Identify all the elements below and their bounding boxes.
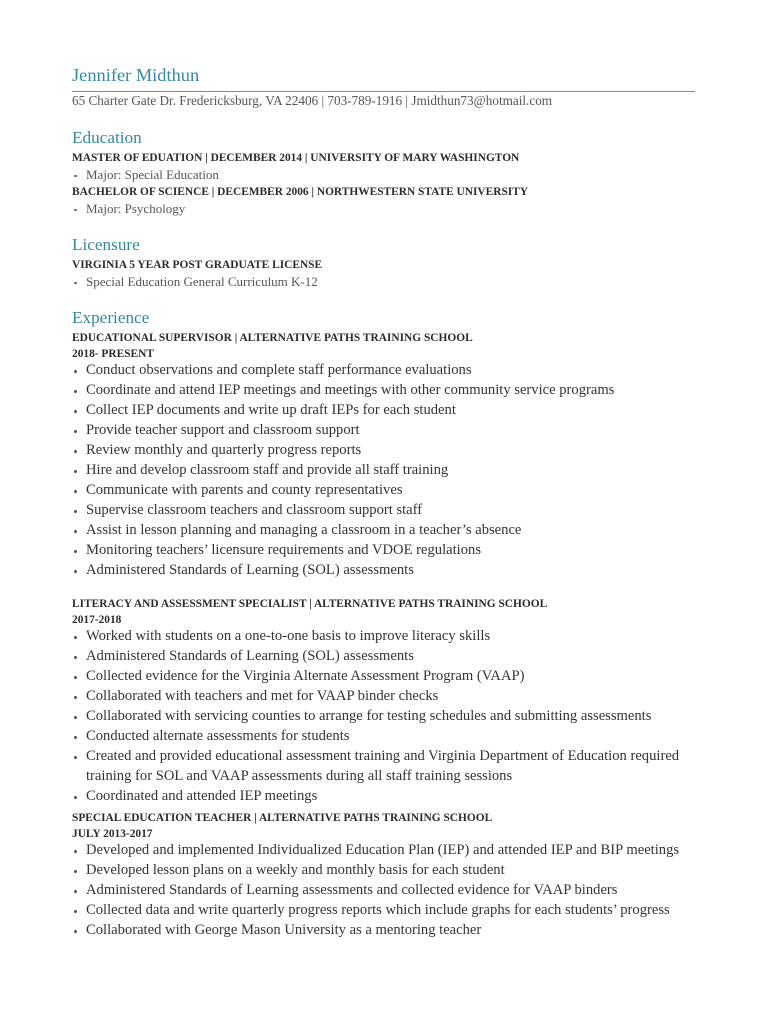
license-title: VIRGINIA 5 YEAR POST GRADUATE LICENSE — [72, 258, 323, 271]
job-dates: 2018- PRESENT — [72, 347, 154, 360]
contact-address: 65 Charter Gate Dr. Fredericksburg, VA 22406 — [72, 92, 319, 108]
job-bullet: Supervise classroom teachers and classroom support staff — [72, 500, 695, 520]
candidate-name: Jennifer Midthun — [72, 65, 200, 85]
degree: MASTER OF EDUATION — [72, 151, 203, 164]
experience-section — [72, 308, 695, 940]
job-bullet-list — [72, 626, 695, 806]
institution: UNIVERSITY OF MARY WASHINGTON — [310, 151, 520, 164]
job-bullet: Provide teacher support and classroom support — [72, 420, 695, 440]
job-bullet: Conduct observations and complete staff performance evaluations — [72, 360, 695, 380]
job-entry — [72, 330, 695, 580]
job-organization: ALTERNATIVE PATHS TRAINING SCHOOL — [313, 597, 548, 610]
job-bullet: Administered Standards of Learning (SOL) assessments — [72, 646, 695, 666]
title-separator: | — [309, 597, 312, 610]
job-bullet: Assist in lesson planning and managing a classroom in a teacher’s absence — [72, 520, 695, 540]
education-entry-title — [72, 150, 695, 166]
section-heading-education: Education — [72, 127, 142, 147]
job-bullet: Collaborated with servicing counties to arrange for testing schedules and submitting assessments — [72, 706, 695, 726]
job-bullet: Collected data and write quarterly progress reports which include graphs for each students’ progress — [72, 900, 695, 920]
title-separator: | — [205, 151, 208, 164]
job-bullet: Collaborated with George Mason University as a mentoring teacher — [72, 920, 695, 940]
job-bullet: Administered Standards of Learning (SOL) assessments — [72, 560, 695, 580]
job-bullet: Collect IEP documents and write up draft IEPs for each student — [72, 400, 695, 420]
job-bullet: Administered Standards of Learning assessments and collected evidence for VAAP binders — [72, 880, 695, 900]
contact-line — [72, 93, 695, 109]
contact-separator: | — [405, 92, 409, 108]
title-separator: | — [254, 811, 257, 824]
graduation-date: DECEMBER 2014 — [210, 151, 303, 164]
education-section — [72, 128, 695, 217]
contact-phone: 703-789-1916 — [327, 92, 403, 108]
job-heading — [72, 596, 695, 612]
job-bullet: Conducted alternate assessments for students — [72, 726, 695, 746]
job-bullet: Hire and develop classroom staff and provide all staff training — [72, 460, 695, 480]
section-heading-experience: Experience — [72, 307, 150, 327]
graduation-date: DECEMBER 2006 — [217, 185, 309, 198]
job-title: EDUCATIONAL SUPERVISOR — [72, 331, 232, 344]
job-title: LITERACY AND ASSESSMENT SPECIALIST — [72, 597, 307, 610]
education-detail: Major: Psychology — [72, 200, 695, 217]
job-bullet: Created and provided educational assessment training and Virginia Department of Education required training for SOL and VAAP assessments during all staff training sessions — [72, 746, 695, 786]
job-entry — [72, 810, 695, 940]
job-bullet: Worked with students on a one-to-one basis to improve literacy skills — [72, 626, 695, 646]
licensure-entry — [72, 257, 695, 290]
job-entry — [72, 596, 695, 806]
resume-header — [72, 63, 695, 109]
job-bullet: Coordinate and attend IEP meetings and meetings with other community service programs — [72, 380, 695, 400]
job-bullet: Collected evidence for the Virginia Alternate Assessment Program (VAAP) — [72, 666, 695, 686]
education-entry — [72, 184, 695, 217]
licensure-details — [72, 273, 695, 290]
job-bullet-list — [72, 840, 695, 940]
job-bullet: Developed lesson plans on a weekly and monthly basis for each student — [72, 860, 695, 880]
licensure-detail: Special Education General Curriculum K-12 — [72, 273, 695, 290]
job-bullet: Communicate with parents and county representatives — [72, 480, 695, 500]
education-detail: Major: Special Education — [72, 166, 695, 183]
resume-content — [72, 63, 695, 940]
job-bullet: Collaborated with teachers and met for VAAP binder checks — [72, 686, 695, 706]
education-entry-title — [72, 184, 695, 200]
job-title: SPECIAL EDUCATION TEACHER — [72, 811, 252, 824]
education-details — [72, 200, 695, 217]
licensure-section — [72, 235, 695, 290]
job-bullet: Monitoring teachers’ licensure requirements and VDOE regulations — [72, 540, 695, 560]
section-heading-licensure: Licensure — [72, 234, 140, 254]
job-bullet: Review monthly and quarterly progress reports — [72, 440, 695, 460]
job-organization: ALTERNATIVE PATHS TRAINING SCHOOL — [258, 811, 493, 824]
contact-email: Jmidthun73@hotmail.com — [411, 92, 553, 108]
title-separator: | — [304, 151, 308, 164]
job-bullet-list — [72, 360, 695, 580]
degree: BACHELOR OF SCIENCE — [72, 185, 209, 198]
education-details — [72, 166, 695, 183]
contact-separator: | — [321, 92, 325, 108]
job-dates: 2017-2018 — [72, 613, 122, 626]
job-heading — [72, 810, 695, 826]
job-bullet: Coordinated and attended IEP meetings — [72, 786, 695, 806]
job-heading — [72, 330, 695, 346]
job-organization: ALTERNATIVE PATHS TRAINING SCHOOL — [239, 331, 473, 344]
job-dates: JULY 2013-2017 — [72, 827, 153, 840]
education-entry — [72, 150, 695, 183]
title-separator: | — [311, 185, 314, 198]
title-separator: | — [211, 185, 215, 198]
job-bullet: Developed and implemented Individualized Education Plan (IEP) and attended IEP and BIP meetings — [72, 840, 695, 860]
title-separator: | — [234, 331, 238, 344]
institution: NORTHWESTERN STATE UNIVERSITY — [316, 185, 529, 198]
